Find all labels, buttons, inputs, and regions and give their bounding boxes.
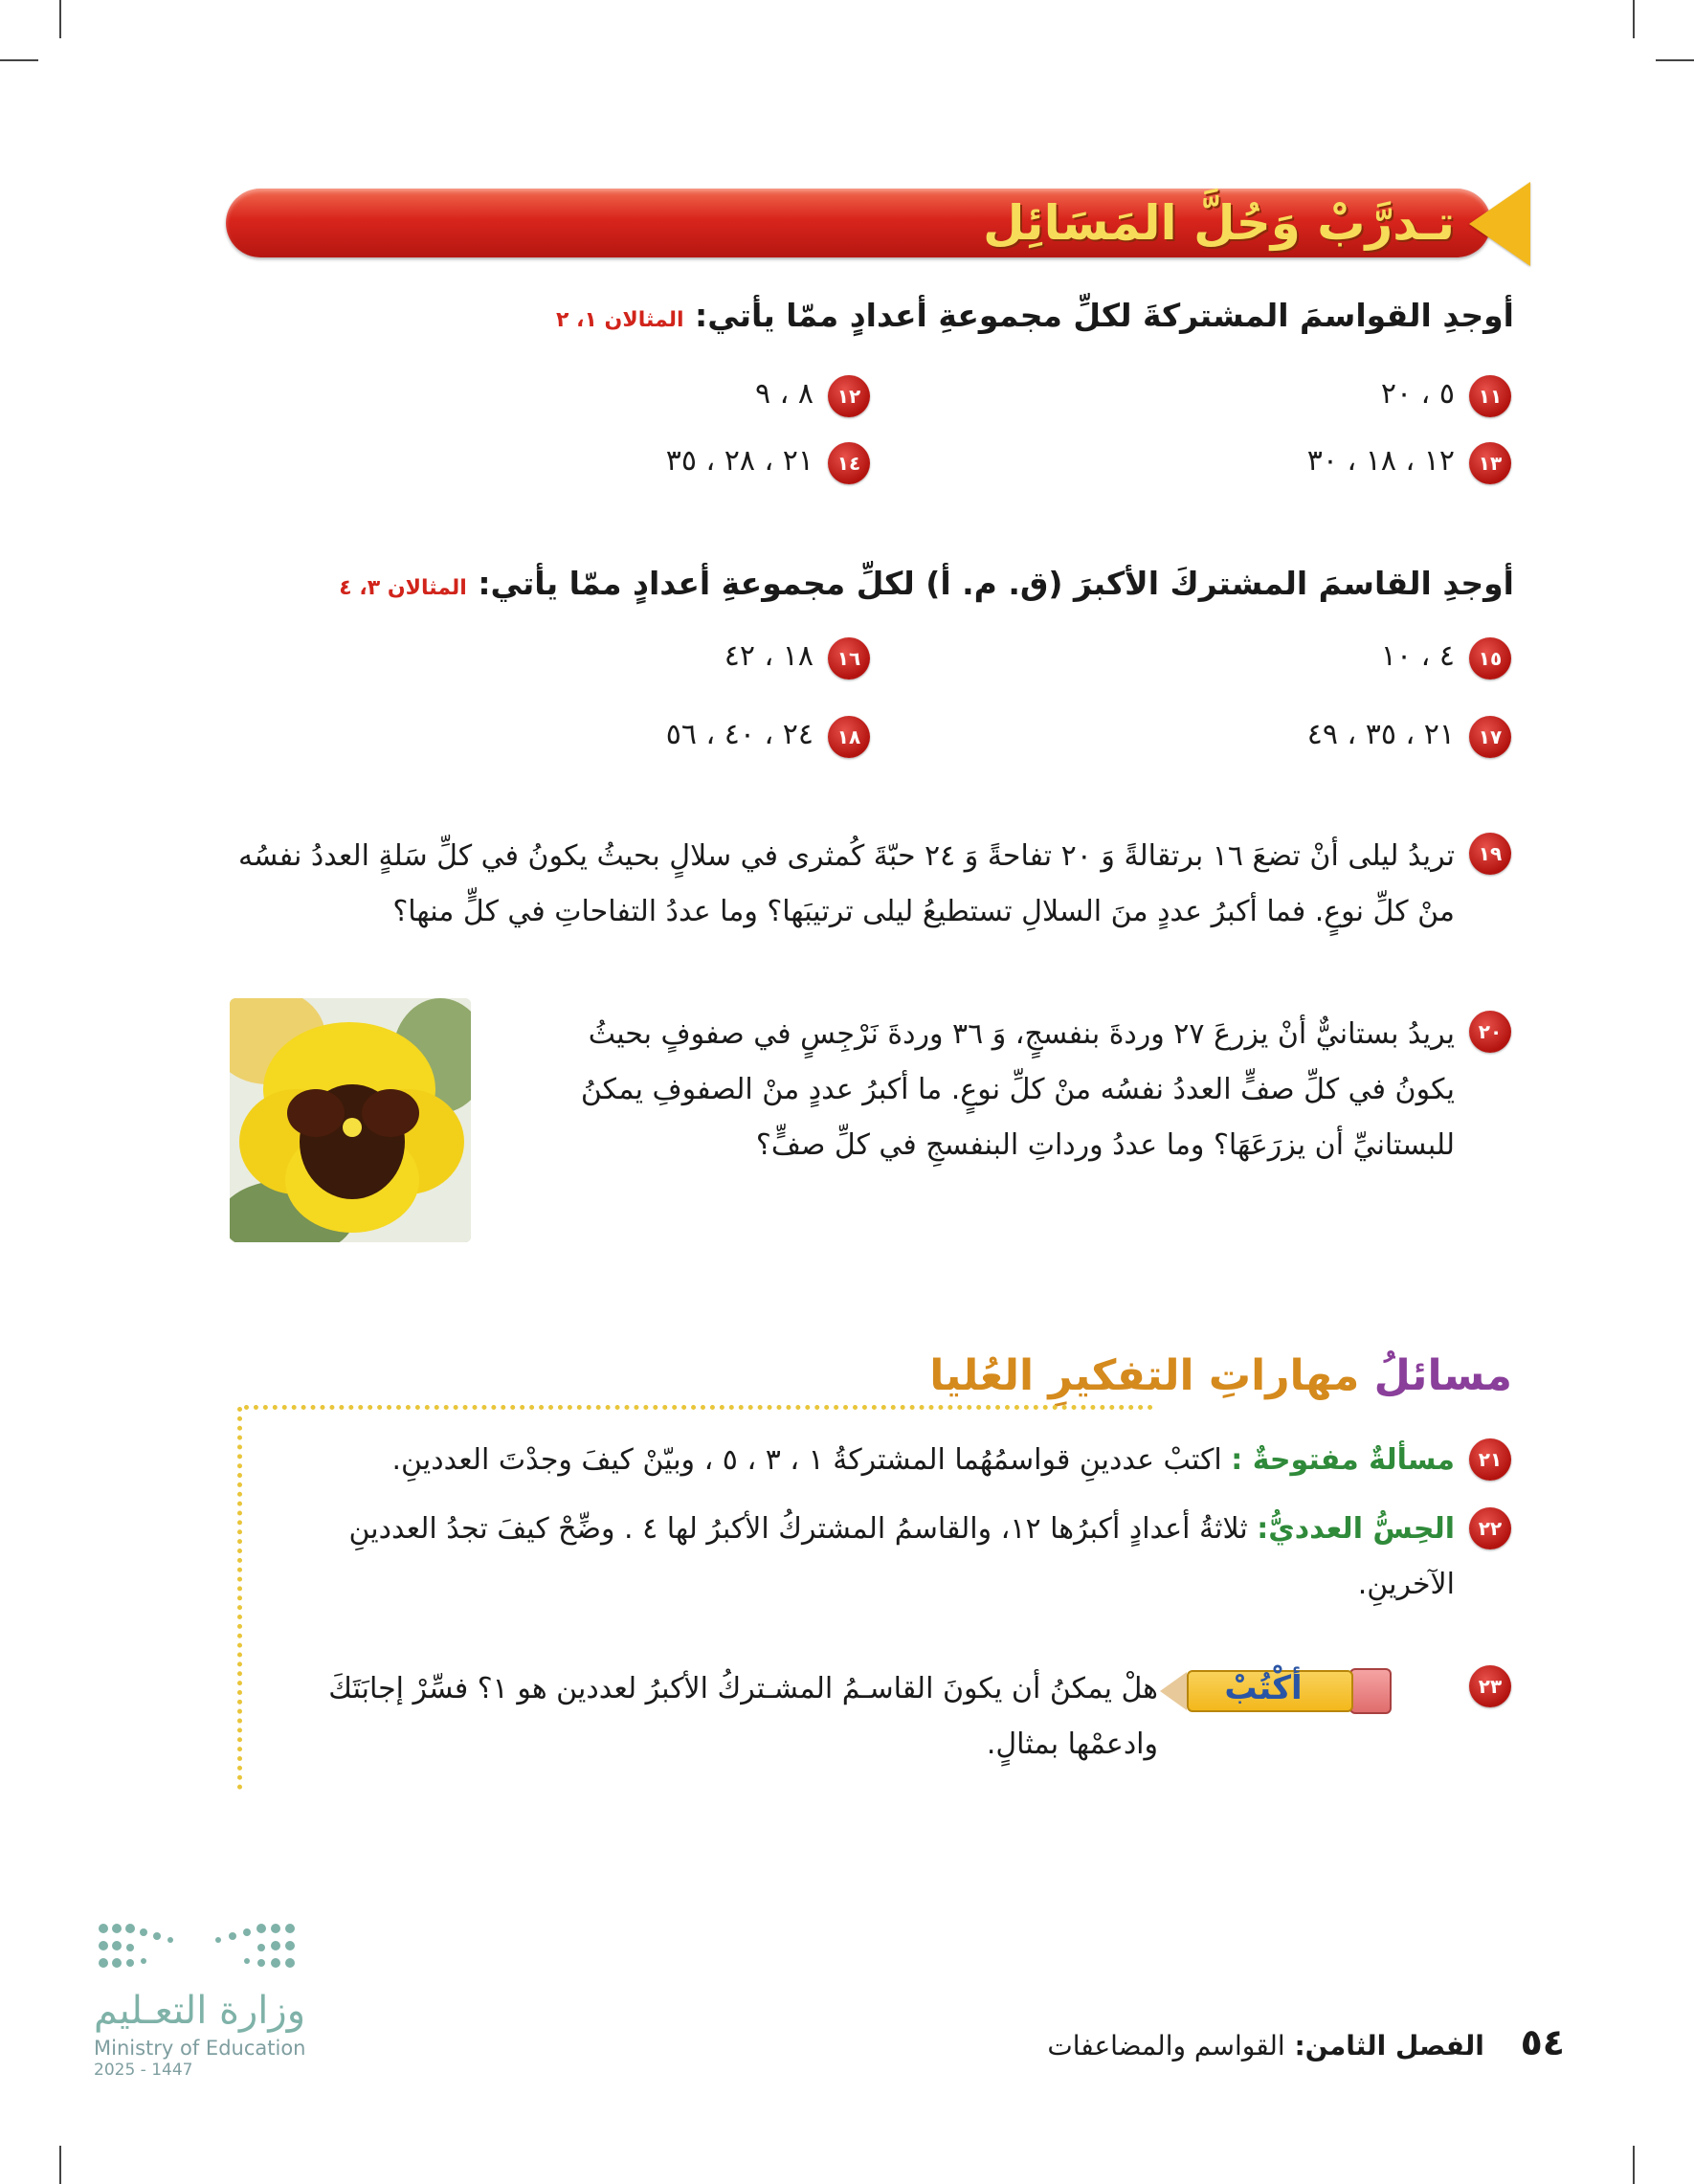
exercise-badge: ١٩ [1469, 833, 1511, 875]
crop-mark [59, 0, 61, 38]
problem23-text [201, 1661, 1158, 1717]
pencil-eraser [1349, 1668, 1392, 1714]
exercise-badge: ١٥ [1469, 637, 1511, 680]
banner-arrow-icon [1469, 182, 1530, 266]
group2-instruction-text: أوجدِ القاسمَ المشتركَ الأكبرَ (ق. م. أ) لكلِّ مجموعةِ أعدادٍ ممّا يأتي: [478, 565, 1514, 602]
hot-section-title [929, 1351, 1512, 1400]
chapter-label: الفصل الثامن: [1294, 2030, 1484, 2061]
exercise-badge: ٢٣ [1469, 1665, 1511, 1707]
problem-line: الآخرينِ. [1357, 1568, 1455, 1601]
page-footer [1047, 2021, 1565, 2063]
crop-mark [1633, 0, 1635, 38]
pansy-photo [230, 998, 471, 1242]
problem22-text [230, 1502, 1455, 1613]
problem-line: هلْ يمكنُ أن يكونَ القاسـمُ المشـتركُ الأكبرُ لعددين هو ١؟ فسِّرْ إجابَتَكَ [328, 1672, 1158, 1705]
problem21-label: مسألةٌ مفتوحةٌ : [1231, 1443, 1455, 1477]
problem-line: للبستانيِّ أن يزرَعَهَا؟ وما عددُ ورداتِ البنفسجِ في كلِّ صفٍّ؟ [755, 1128, 1455, 1162]
exercise-badge: ٢٠ [1469, 1011, 1511, 1053]
exercise-badge: ١٦ [828, 637, 870, 680]
exercise-value: ٨ ، ٩ [754, 377, 814, 411]
exercise-value: ٢٤ ، ٤٠ ، ٥٦ [665, 718, 814, 751]
exercise-value: ٢١ ، ٢٨ ، ٣٥ [665, 444, 814, 478]
exercise-badge: ١٨ [828, 716, 870, 758]
exercise-badge: ٢١ [1469, 1438, 1511, 1481]
problem-line: يكونُ في كلِّ صفٍّ العددُ نفسُه منْ كلِّ نوعٍ. ما أكبرُ عددٍ منْ الصفوفِ يمكنُ [580, 1073, 1455, 1106]
ministry-name-arabic: وزارة التعـليم [94, 1989, 306, 2033]
dotted-divider [244, 1405, 1153, 1410]
exercise-value: ١٨ ، ٤٢ [724, 639, 814, 673]
exercise-badge: ١٤ [828, 442, 870, 484]
crop-mark [0, 59, 38, 61]
group2-instruction [339, 565, 1514, 602]
chapter-title: القواسم والمضاعفات [1047, 2030, 1285, 2061]
hot-title-first: مسائلُ [1373, 1351, 1512, 1400]
problem-line: منْ كلِّ نوعٍ. فما أكبرُ عددٍ منَ السلالِ تستطيعُ ليلى ترتيبَها؟ وما عددُ التفاحاتِ في كلٍّ منها؟ [392, 895, 1455, 928]
problem19-text [211, 829, 1455, 940]
problem23-text2: وادعمْها بمثالٍ. [986, 1727, 1158, 1761]
problem-line: يريدُ بستانيٌّ أنْ يزرعَ ٢٧ وردةَ بنفسجٍ، وَ ٣٦ وردةَ نَرْجِسٍ في صفوفٍ بحيثُ [588, 1017, 1455, 1051]
hot-title-rest: مهاراتِ التفكيرِ العُليا [929, 1351, 1360, 1400]
group1-reference: المثالان ١، ٢ [555, 308, 684, 332]
problem-line: تريدُ ليلى أنْ تضعَ ١٦ برتقالةً وَ ٢٠ تفاحةً وَ ٢٤ حبّةَ كُمثرى في سلالٍ بحيثُ يكونُ في كلِّ سَلةٍ العددُ نفسُه [237, 839, 1455, 873]
exercise-badge: ١٢ [828, 375, 870, 417]
exercise-value: ٤ ، ١٠ [1380, 639, 1455, 673]
group2-reference: المثالان ٣، ٤ [339, 576, 467, 600]
exercise-badge: ١١ [1469, 375, 1511, 417]
exercise-value: ٥ ، ٢٠ [1380, 377, 1455, 411]
problem22-body: ثلاثةُ أعدادٍ أكبرُها ١٢، والقاسمُ المشتركُ الأكبرُ لها ٤ . وضِّحْ كيفَ تجدُ العددينِ [348, 1512, 1248, 1546]
problem22-label: الحِسُّ العدديُّ: [1257, 1512, 1455, 1546]
ministry-year: 2025 - 1447 [94, 2061, 193, 2080]
group1-instruction [556, 297, 1514, 334]
section-title: تـدرَّبْ وَحُلَّ المَسَائِل [983, 195, 1455, 251]
exercise-value: ٢١ ، ٣٥ ، ٤٩ [1306, 718, 1455, 751]
exercise-badge: ١٣ [1469, 442, 1511, 484]
exercise-badge: ٢٢ [1469, 1507, 1511, 1549]
problem20-text [498, 1007, 1455, 1173]
ministry-logo-icon [94, 1919, 300, 1976]
group1-instruction-text: أوجدِ القواسمَ المشتركةَ لكلِّ مجموعةِ أعدادٍ ممّا يأتي: [695, 297, 1514, 334]
problem21-text [230, 1433, 1455, 1488]
exercise-value: ١٢ ، ١٨ ، ٣٠ [1306, 444, 1455, 478]
crop-mark [59, 2146, 61, 2184]
problem21-body: اكتبْ عددينِ قواسمُهُما المشتركةُ ١ ، ٣ ، ٥ ، وبيّنْ كيفَ وجدْتَ العددينِ. [391, 1443, 1222, 1477]
pansy-flower-icon [230, 998, 471, 1242]
crop-mark [1633, 2146, 1635, 2184]
page-number: ٥٤ [1520, 2021, 1565, 2063]
pencil-tip-icon [1160, 1672, 1187, 1710]
pencil-label: أكْتُبْ [1224, 1669, 1303, 1707]
exercise-badge: ١٧ [1469, 716, 1511, 758]
ministry-name-english: Ministry of Education [94, 2037, 306, 2060]
crop-mark [1656, 59, 1694, 61]
